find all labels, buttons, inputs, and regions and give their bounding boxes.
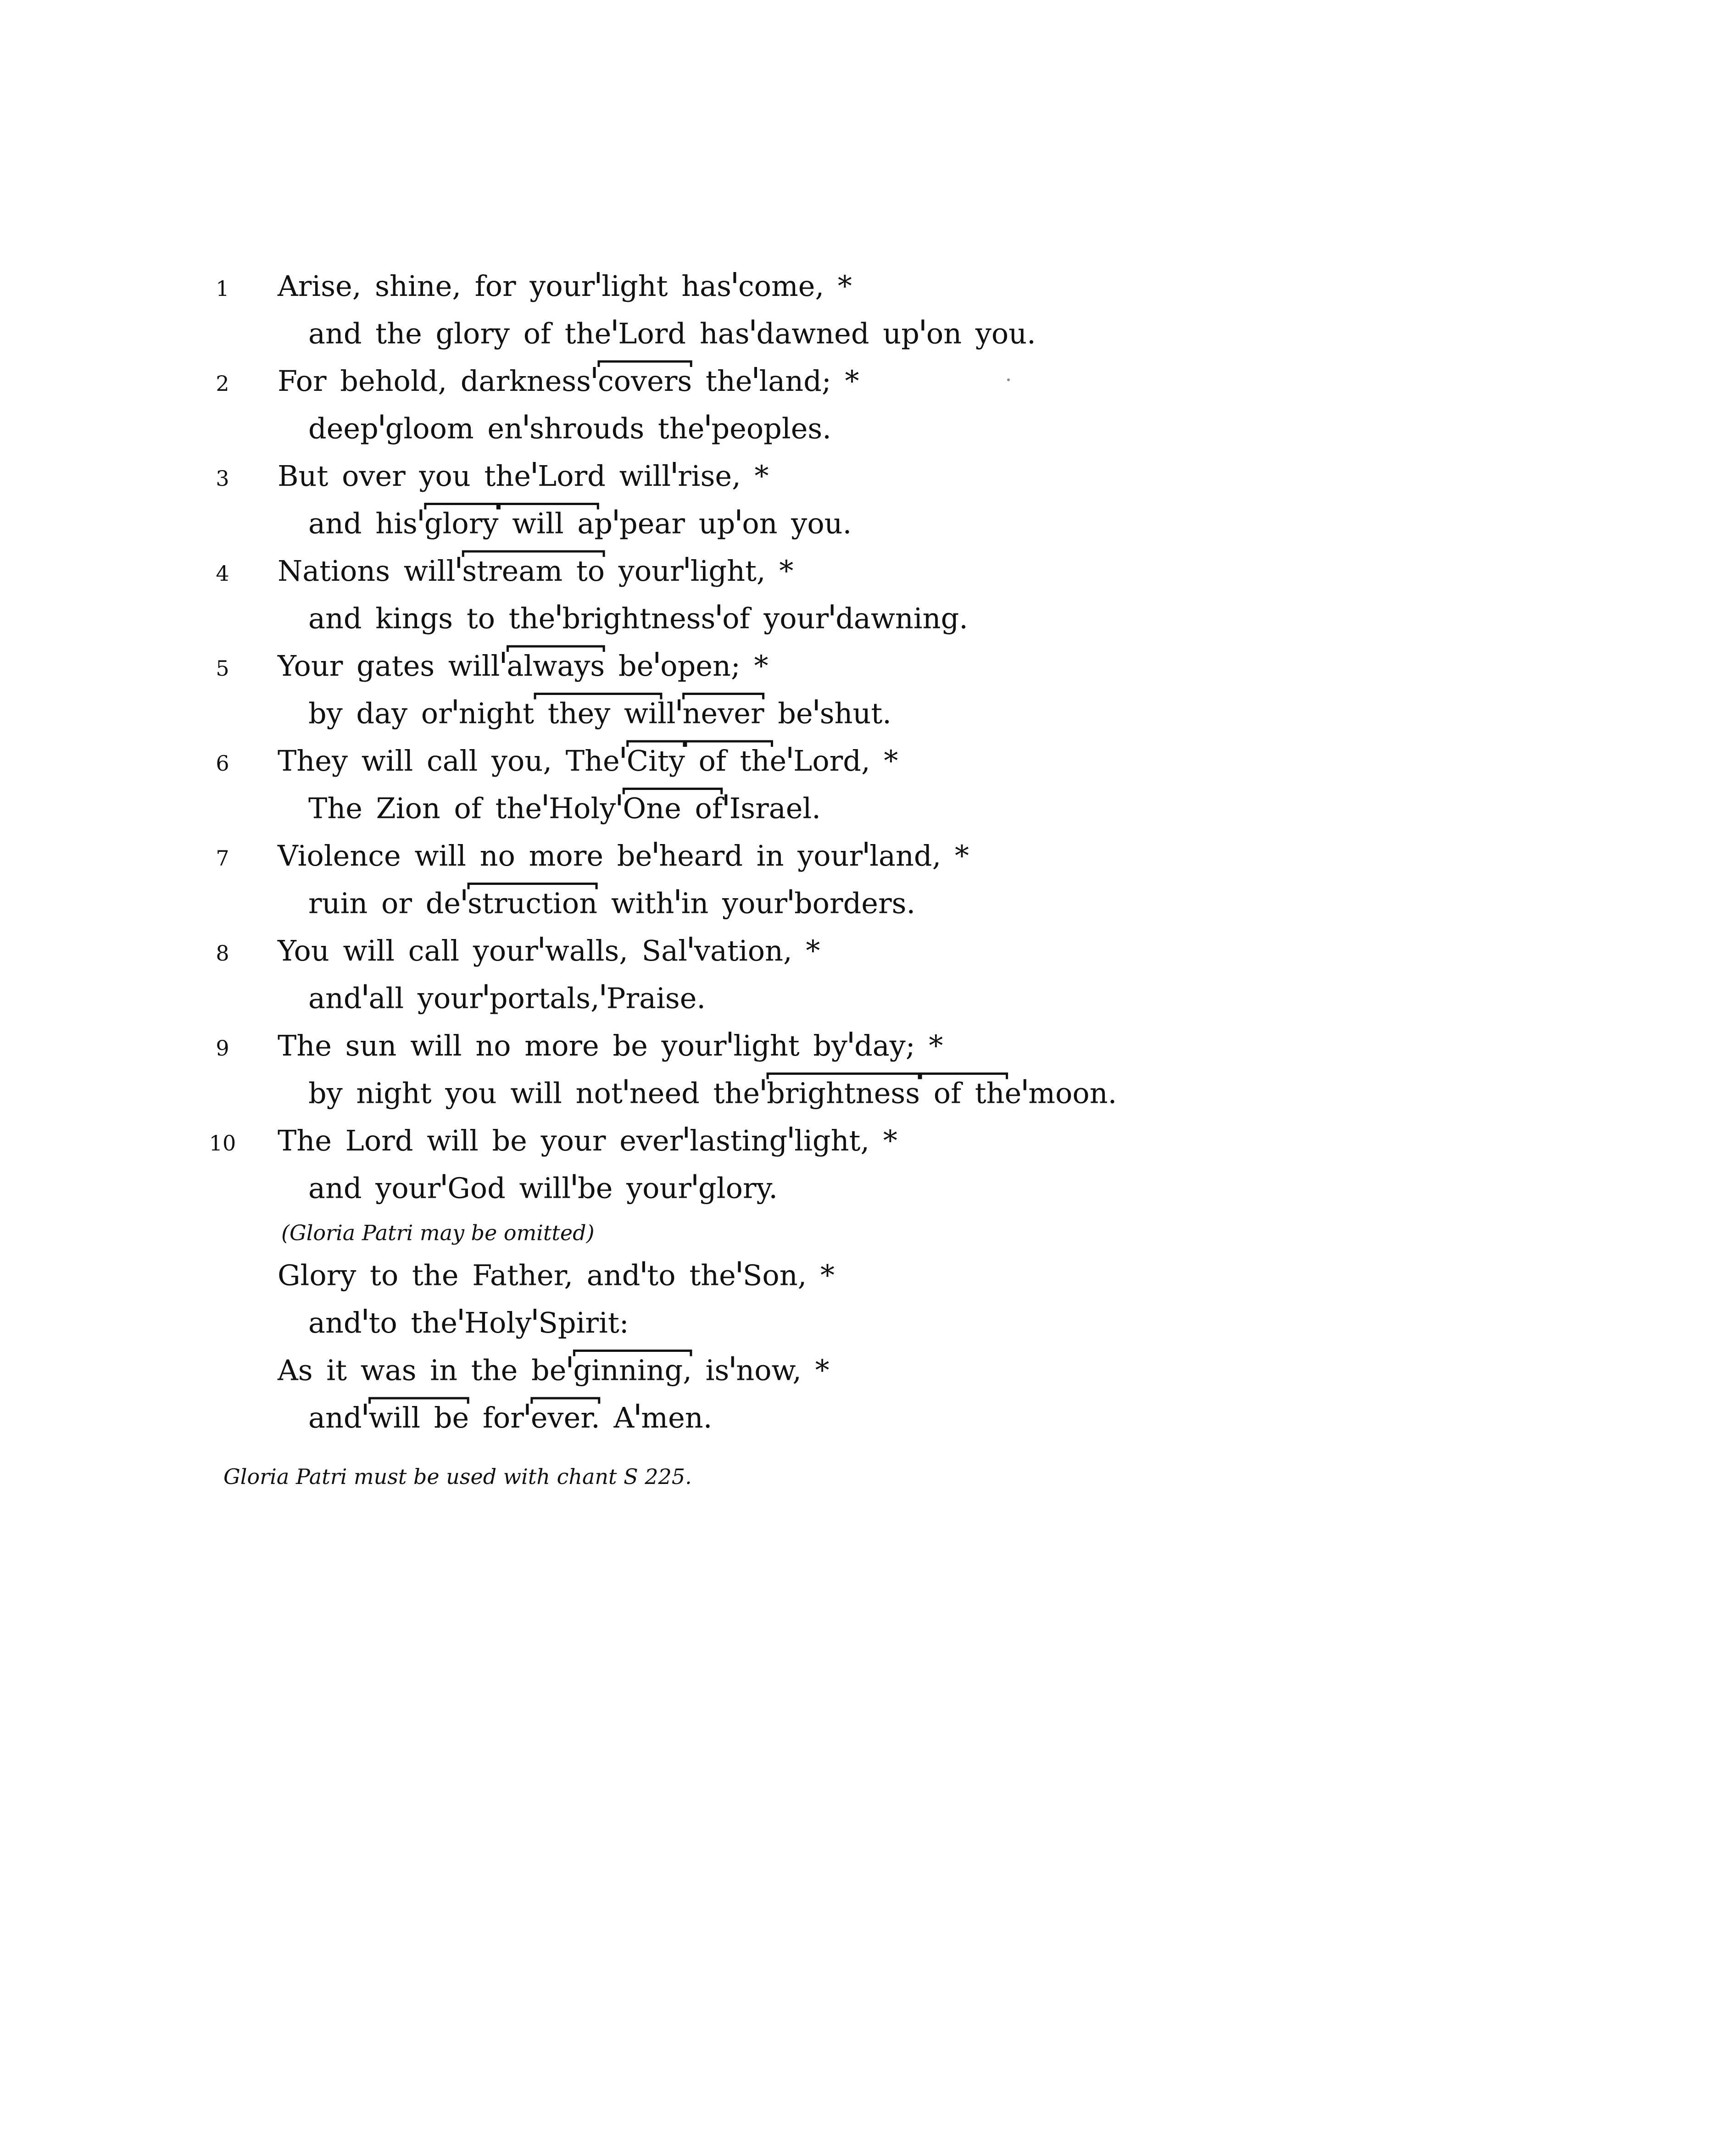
line-segment: and (308, 981, 362, 1015)
line-segment: vation, * (694, 934, 820, 967)
line-segment: covers the (598, 364, 752, 398)
line-segment: Your gates will (278, 649, 500, 683)
footer-rubric: Gloria Patri must be used with chant S 225. (223, 1464, 692, 1489)
line-segment: and your (308, 1171, 441, 1205)
line-segment: light has (601, 269, 731, 303)
line-segment: to the (368, 1306, 458, 1339)
line-segment: One of (623, 791, 723, 825)
line-segment: light, * (690, 554, 794, 588)
line-segment: will be for (368, 1401, 524, 1434)
line-segment: borders. (794, 886, 916, 920)
line-segment: Son, * (742, 1258, 835, 1292)
verse-number: 2 (216, 371, 229, 396)
line-segment: Glory to the Father, and (278, 1258, 640, 1292)
line-segment: Violence will no more be (278, 839, 652, 872)
line-segment: rise, * (678, 459, 769, 493)
line-segment: But over you the (278, 459, 531, 493)
line-segment: City of the (626, 744, 787, 778)
speck (1007, 378, 1010, 381)
line-segment: ruin or de (308, 886, 461, 920)
line-segment: night they will (458, 696, 676, 730)
line-segment: walls, Sal (545, 934, 687, 967)
gloria-note: (Gloria Patri may be omitted) (281, 1220, 595, 1245)
line-segment: Lord will (538, 459, 671, 493)
line-segment: Nations will (278, 554, 456, 588)
line-segment: glory. (698, 1171, 778, 1205)
line-segment: lasting (690, 1124, 788, 1157)
line-segment: land, * (869, 839, 969, 872)
line-segment: all your (368, 981, 483, 1015)
line-segment: on you. (926, 317, 1036, 350)
line-segment: The Lord will be your ever (278, 1124, 683, 1157)
verse-number: 4 (216, 561, 229, 586)
line-segment: For behold, darkness (278, 364, 591, 398)
line-segment: Arise, shine, for your (278, 269, 595, 303)
line-segment: stream to your (462, 554, 684, 588)
line-segment: dawning. (835, 601, 968, 635)
line-segment: Holy (464, 1306, 532, 1339)
line-segment: struction with (468, 886, 674, 920)
line-segment: pear up (619, 506, 735, 540)
line-segment: ever. A (530, 1401, 635, 1434)
verse-number: 7 (216, 846, 229, 871)
line-segment: brightness (562, 601, 716, 635)
line-segment: glory will ap (424, 506, 613, 540)
line-segment: gloom en (385, 411, 523, 445)
line-segment: of your (722, 601, 829, 635)
line-segment: men. (641, 1401, 713, 1434)
verse-number: 9 (216, 1036, 229, 1061)
line-segment: You will call your (278, 934, 538, 967)
verse-number: 6 (216, 751, 229, 776)
line-segment: shut. (819, 696, 892, 730)
line-segment: They will call you, The (278, 744, 620, 778)
line-segment: shrouds the (529, 411, 705, 445)
line-segment: come, * (738, 269, 852, 303)
line-segment: The Zion of the (308, 791, 542, 825)
line-segment: always be (507, 649, 654, 683)
line-segment: and his (308, 506, 418, 540)
line-segment: moon. (1028, 1076, 1117, 1110)
line-segment: Spirit: (538, 1306, 629, 1339)
line-segment: and the glory of the (308, 317, 612, 350)
line-segment: by night you will not (308, 1076, 623, 1110)
line-segment: deep (308, 411, 379, 445)
verse-number: 3 (216, 466, 229, 491)
line-segment: Lord, * (793, 744, 898, 778)
line-segment: brightness of the (767, 1076, 1022, 1110)
line-segment: Lord has (618, 317, 750, 350)
line-segment: As it was in the be (278, 1353, 567, 1387)
line-segment: Holy (549, 791, 616, 825)
verse-number: 10 (209, 1131, 236, 1156)
verse-number: 5 (216, 656, 229, 681)
line-segment: open; * (660, 649, 769, 683)
line-segment: to the (647, 1258, 736, 1292)
line-segment: need the (629, 1076, 760, 1110)
line-segment: peoples. (711, 411, 831, 445)
line-segment: light, * (794, 1124, 897, 1157)
line-segment: Israel. (729, 791, 821, 825)
verse-number: 1 (216, 276, 229, 301)
line-segment: ginning, is (573, 1353, 730, 1387)
line-segment: portals, (489, 981, 600, 1015)
line-segment: on you. (742, 506, 852, 540)
line-segment: be your (578, 1171, 692, 1205)
line-segment: light by (733, 1029, 848, 1062)
line-segment: Praise. (606, 981, 706, 1015)
line-segment: and (308, 1401, 362, 1434)
line-segment: heard in your (659, 839, 863, 872)
line-segment: The sun will no more be your (278, 1029, 727, 1062)
line-segment: God will (447, 1171, 571, 1205)
line-segment: land; * (759, 364, 859, 398)
verse-number: 8 (216, 941, 229, 966)
line-segment: dawned up (756, 317, 919, 350)
line-segment: and (308, 1306, 362, 1339)
line-segment: by day or (308, 696, 452, 730)
line-segment: and kings to the (308, 601, 556, 635)
line-segment: in your (681, 886, 787, 920)
line-segment: never be (682, 696, 813, 730)
line-segment: day; * (854, 1029, 943, 1062)
line-segment: now, * (736, 1353, 830, 1387)
